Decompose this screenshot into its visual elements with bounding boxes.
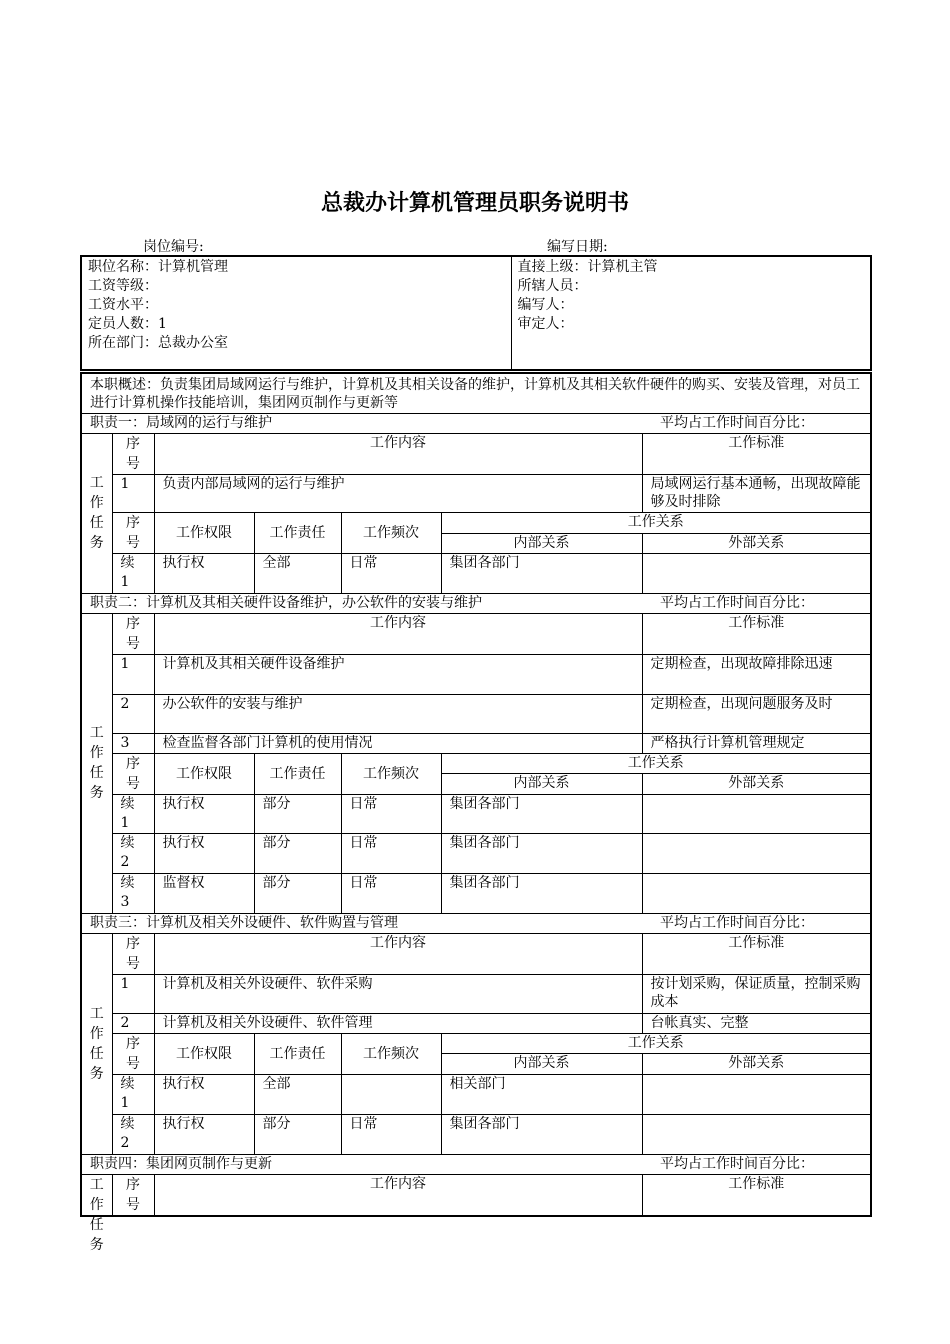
responsibility-header: 工作责任 — [254, 512, 341, 553]
rel-frequency: 日常 — [341, 873, 441, 913]
info-job-title: 职位名称：计算机管理 — [88, 259, 228, 275]
rel-internal: 集团各部门 — [441, 833, 642, 873]
rel-external — [642, 553, 871, 593]
rel-responsibility: 部分 — [254, 794, 341, 833]
rel-external — [642, 1074, 871, 1114]
task-no: 2 — [112, 694, 154, 733]
page-title: 总裁办计算机管理员职务说明书 — [320, 191, 629, 216]
task-no: 1 — [112, 474, 154, 512]
info-approver: 审定人： — [517, 316, 574, 332]
info-department: 所在部门：总裁办公室 — [88, 335, 228, 351]
rel-authority: 监督权 — [154, 873, 254, 913]
work-task-label: 工作任务 — [81, 613, 112, 913]
task-content: 办公软件的安装与维护 — [154, 694, 642, 733]
rel-no: 续1 — [112, 553, 154, 593]
authority-header: 工作权限 — [154, 1033, 254, 1074]
rel-authority: 执行权 — [154, 1074, 254, 1114]
relations-header: 工作关系 — [441, 753, 871, 774]
standard-header: 工作标准 — [642, 433, 871, 474]
standard-header: 工作标准 — [642, 933, 871, 974]
rel-external — [642, 873, 871, 913]
duty-3-title: 职责三：计算机及相关外设硬件、软件购置与管理 — [81, 913, 642, 933]
task-standard: 严格执行计算机管理规定 — [642, 733, 871, 753]
rel-frequency: 日常 — [341, 1114, 441, 1154]
content-header: 工作内容 — [154, 613, 642, 654]
rel-frequency: 日常 — [341, 553, 441, 593]
task-no: 2 — [112, 1013, 154, 1033]
internal-header: 内部关系 — [441, 774, 642, 795]
rel-frequency: 日常 — [341, 794, 441, 833]
rel-responsibility: 部分 — [254, 873, 341, 913]
info-headcount: 定员人数：1 — [88, 316, 167, 332]
task-standard: 按计划采购，保证质量，控制采购成本 — [642, 974, 871, 1013]
duties-table — [80, 372, 872, 1253]
work-task-label: 工作任务 — [81, 1174, 112, 1216]
external-header: 外部关系 — [642, 1054, 871, 1075]
post-number-label: 岗位编号: — [143, 239, 204, 255]
external-header: 外部关系 — [642, 533, 871, 553]
content-header: 工作内容 — [154, 933, 642, 974]
task-standard: 定期检查，出现问题服务及时 — [642, 694, 871, 733]
duty-1-title: 职责一：局域网的运行与维护 — [81, 413, 642, 433]
task-content: 负责内部局域网的运行与维护 — [154, 474, 642, 512]
info-left-cell — [81, 256, 511, 370]
info-subordinates: 所辖人员： — [517, 278, 588, 294]
seq-header: 序号 — [112, 613, 154, 654]
seq-header: 序号 — [112, 512, 154, 553]
task-standard: 台帐真实、完整 — [642, 1013, 871, 1033]
task-content: 计算机及相关外设硬件、软件采购 — [154, 974, 642, 1013]
internal-header: 内部关系 — [441, 1054, 642, 1075]
rel-responsibility: 全部 — [254, 1074, 341, 1114]
rel-internal: 集团各部门 — [441, 1114, 642, 1154]
seq-header: 序号 — [112, 1174, 154, 1216]
basic-info-table — [80, 255, 872, 371]
rel-authority: 执行权 — [154, 833, 254, 873]
work-task-label: 工作任务 — [81, 433, 112, 593]
rel-external — [642, 833, 871, 873]
write-date-label: 编写日期: — [547, 239, 608, 255]
work-task-label: 工作任务 — [81, 933, 112, 1154]
external-header: 外部关系 — [642, 774, 871, 795]
task-content: 计算机及相关外设硬件、软件管理 — [154, 1013, 642, 1033]
responsibility-header: 工作责任 — [254, 1033, 341, 1074]
info-right-cell — [511, 256, 871, 370]
info-salary-grade: 工资等级： — [88, 278, 158, 294]
info-salary-level: 工资水平： — [88, 297, 158, 313]
standard-header: 工作标准 — [642, 1174, 871, 1216]
seq-header: 序号 — [112, 753, 154, 794]
rel-external — [642, 794, 871, 833]
rel-internal: 集团各部门 — [441, 794, 642, 833]
rel-frequency: 日常 — [341, 833, 441, 873]
rel-internal: 集团各部门 — [441, 873, 642, 913]
task-standard: 局域网运行基本通畅，出现故障能够及时排除 — [642, 474, 871, 512]
relations-header: 工作关系 — [441, 1033, 871, 1054]
internal-header: 内部关系 — [441, 533, 642, 553]
duty-2-title: 职责二：计算机及其相关硬件设备维护，办公软件的安装与维护 — [81, 593, 642, 613]
seq-header: 序号 — [112, 933, 154, 974]
rel-authority: 执行权 — [154, 553, 254, 593]
rel-internal: 相关部门 — [441, 1074, 642, 1114]
task-no: 3 — [112, 733, 154, 753]
rel-authority: 执行权 — [154, 1114, 254, 1154]
duty-4-title: 职责四：集团网页制作与更新 — [81, 1154, 642, 1174]
task-content: 检查监督各部门计算机的使用情况 — [154, 733, 642, 753]
task-standard: 定期检查，出现故障排除迅速 — [642, 654, 871, 694]
task-no: 1 — [112, 654, 154, 694]
seq-header: 序号 — [112, 1033, 154, 1074]
content-header: 工作内容 — [154, 433, 642, 474]
info-supervisor: 直接上级：计算机主管 — [517, 259, 658, 275]
duty-3-pct: 平均占工作时间百分比： — [642, 913, 871, 933]
duty-4-pct: 平均占工作时间百分比： — [642, 1154, 871, 1174]
rel-no: 续1 — [112, 1074, 154, 1114]
rel-no: 续2 — [112, 833, 154, 873]
relations-header: 工作关系 — [441, 512, 871, 533]
rel-no: 续2 — [112, 1114, 154, 1154]
frequency-header: 工作频次 — [341, 512, 441, 553]
rel-responsibility: 全部 — [254, 553, 341, 593]
frequency-header: 工作频次 — [341, 753, 441, 794]
rel-frequency — [341, 1074, 441, 1114]
rel-responsibility: 部分 — [254, 833, 341, 873]
rel-no: 续1 — [112, 794, 154, 833]
info-writer: 编写人： — [517, 297, 574, 313]
standard-header: 工作标准 — [642, 613, 871, 654]
rel-authority: 执行权 — [154, 794, 254, 833]
rel-external — [642, 1114, 871, 1154]
task-no: 1 — [112, 974, 154, 1013]
duty-1-pct: 平均占工作时间百分比： — [642, 413, 871, 433]
rel-responsibility: 部分 — [254, 1114, 341, 1154]
responsibility-header: 工作责任 — [254, 753, 341, 794]
duty-2-pct: 平均占工作时间百分比： — [642, 593, 871, 613]
frequency-header: 工作频次 — [341, 1033, 441, 1074]
job-summary: 本职概述：负责集团局域网运行与维护，计算机及其相关设备的维护，计算机及其相关软件硬件的购买、安装及管理，对员工进行计算机操作技能培训，集团网页制作与更新等 — [81, 373, 871, 413]
content-header: 工作内容 — [154, 1174, 642, 1216]
authority-header: 工作权限 — [154, 753, 254, 794]
seq-header: 序号 — [112, 433, 154, 474]
rel-internal: 集团各部门 — [441, 553, 642, 593]
rel-no: 续3 — [112, 873, 154, 913]
task-content: 计算机及其相关硬件设备维护 — [154, 654, 642, 694]
authority-header: 工作权限 — [154, 512, 254, 553]
